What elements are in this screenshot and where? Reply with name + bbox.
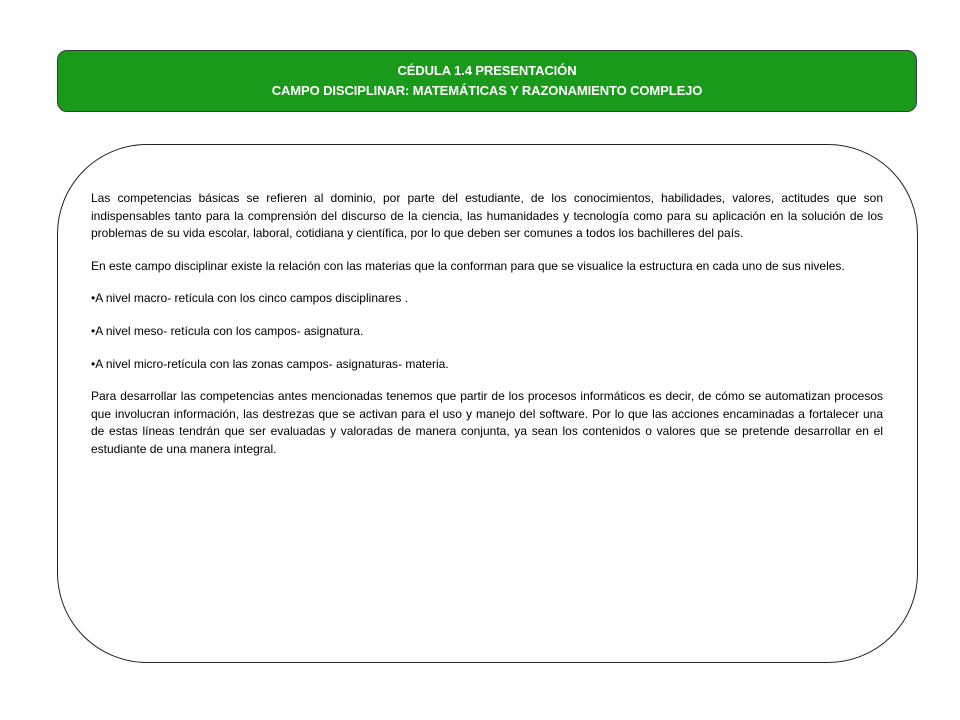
bullet-item-meso: •A nivel meso- retícula con los campos- asignatura. [91, 323, 364, 338]
bullet-item-micro: •A nivel micro-retícula con las zonas campos- asignaturas- materia. [91, 356, 449, 371]
bullet-item-macro: •A nivel macro- retícula con los cinco campos disciplinares . [91, 291, 408, 306]
paragraph-desarrollar: Para desarrollar las competencias antes mencionadas tenemos que partir de los procesos informáticos es decir, de cómo se automatizan procesos que involucran información, las destrezas que se activan para el uso y manejo del software. Por lo que las acciones encaminadas a fortalecer una de estas líneas tendrán que ser evaluadas y valoradas de manera conjunta, ya sean los contenidos o valores que se pretende desarrollar en el estudiante de una manera integral. [91, 389, 883, 456]
content-body [91, 190, 883, 474]
title-line-campo-disciplinar: CAMPO DISCIPLINAR: MATEMÁTICAS Y RAZONAMIENTO COMPLEJO [271, 83, 703, 98]
title-banner [57, 50, 917, 112]
paragraph-competencias: Las competencias básicas se refieren al dominio, por parte del estudiante, de los conocimientos, habilidades, valores, actitudes que son indispensables tanto para la comprensión del discurso de la ciencia, las humanidades y tecnología como para su aplicación en la solución de los problemas de su vida escolar, laboral, cotidiana y científica, por lo que deben ser comunes a todos los bachilleres del país. [91, 191, 883, 241]
paragraph-campo-disciplinar: En este campo disciplinar existe la relación con las materias que la conforman para que se visualice la estructura en cada uno de sus niveles. [91, 258, 845, 273]
title-line-cedula: CÉDULA 1.4 PRESENTACIÓN [397, 63, 577, 78]
